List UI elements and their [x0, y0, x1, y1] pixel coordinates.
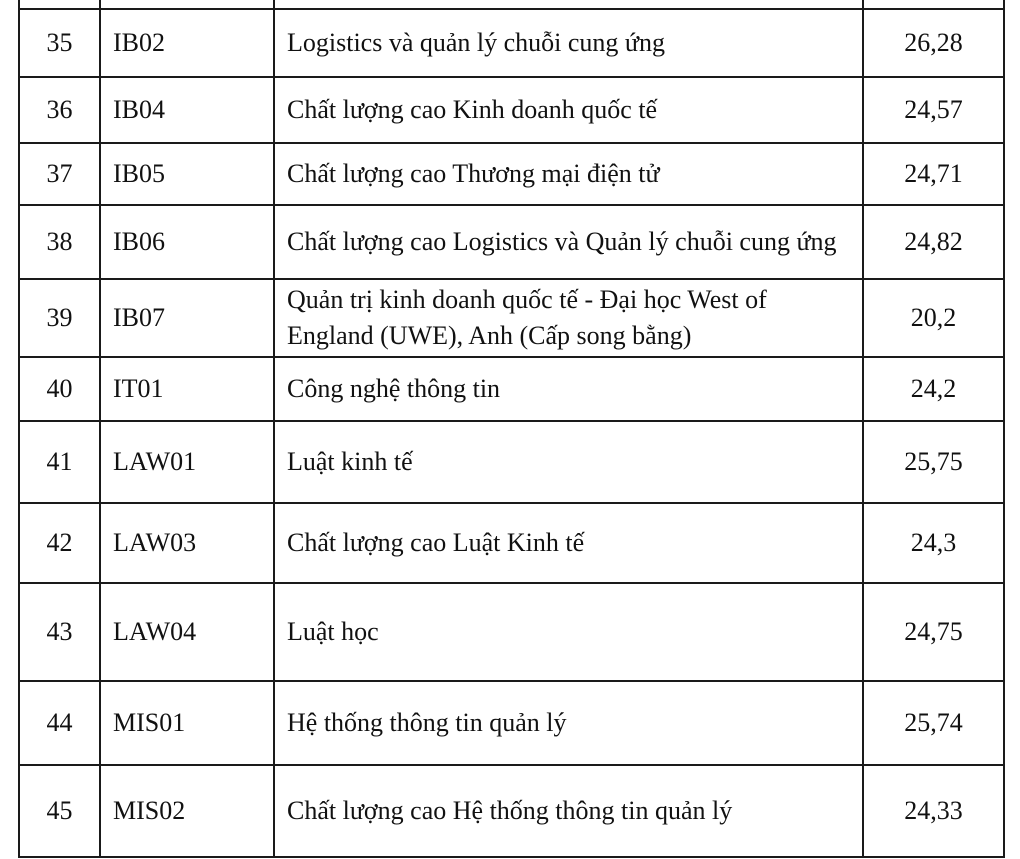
major-name: Chất lượng cao Thương mại điện tử [274, 143, 863, 205]
major-code: IT01 [100, 357, 274, 421]
major-name: Chất lượng cao Luật Kinh tế [274, 503, 863, 583]
row-number: 44 [19, 681, 100, 765]
major-name: Chất lượng cao Hệ thống thông tin quản lý [274, 765, 863, 857]
admission-score-table [18, 0, 1005, 858]
major-name: Quản trị kinh doanh quốc tế - Đại học West of England (UWE), Anh (Cấp song bằng) [274, 279, 863, 357]
cutoff-score: 24,3 [863, 503, 1004, 583]
row-number [19, 0, 100, 9]
cutoff-score: 25,75 [863, 421, 1004, 503]
major-code: IB04 [100, 77, 274, 143]
table-row [19, 77, 1004, 143]
cutoff-score: 26,28 [863, 9, 1004, 77]
table-row [19, 583, 1004, 681]
row-number: 41 [19, 421, 100, 503]
cutoff-score: 24,82 [863, 205, 1004, 279]
major-code: IB05 [100, 143, 274, 205]
table-row [19, 279, 1004, 357]
major-name [274, 0, 863, 9]
table-row [19, 205, 1004, 279]
cutoff-score: 24,33 [863, 765, 1004, 857]
row-number: 42 [19, 503, 100, 583]
table-row [19, 765, 1004, 857]
major-code: IB07 [100, 279, 274, 357]
table-row [19, 9, 1004, 77]
major-name: Luật học [274, 583, 863, 681]
row-number: 43 [19, 583, 100, 681]
cutoff-score: 24,75 [863, 583, 1004, 681]
row-number: 38 [19, 205, 100, 279]
cutoff-score: 24,71 [863, 143, 1004, 205]
table-row [19, 681, 1004, 765]
table-row [19, 421, 1004, 503]
cutoff-score: 24,2 [863, 357, 1004, 421]
cutoff-score [863, 0, 1004, 9]
major-name: Chất lượng cao Logistics và Quản lý chuỗi cung ứng [274, 205, 863, 279]
major-code [100, 0, 274, 9]
table-row [19, 0, 1004, 9]
major-name: Hệ thống thông tin quản lý [274, 681, 863, 765]
major-name: Luật kinh tế [274, 421, 863, 503]
major-code: IB06 [100, 205, 274, 279]
major-code: MIS02 [100, 765, 274, 857]
table-row [19, 143, 1004, 205]
major-name: Công nghệ thông tin [274, 357, 863, 421]
row-number: 39 [19, 279, 100, 357]
row-number: 37 [19, 143, 100, 205]
major-code: LAW03 [100, 503, 274, 583]
major-code: LAW04 [100, 583, 274, 681]
cutoff-score: 20,2 [863, 279, 1004, 357]
row-number: 35 [19, 9, 100, 77]
cutoff-score: 24,57 [863, 77, 1004, 143]
major-code: LAW01 [100, 421, 274, 503]
row-number: 36 [19, 77, 100, 143]
table-row [19, 357, 1004, 421]
major-code: MIS01 [100, 681, 274, 765]
major-code: IB02 [100, 9, 274, 77]
major-name: Logistics và quản lý chuỗi cung ứng [274, 9, 863, 77]
row-number: 45 [19, 765, 100, 857]
table-row [19, 503, 1004, 583]
row-number: 40 [19, 357, 100, 421]
cutoff-score: 25,74 [863, 681, 1004, 765]
major-name: Chất lượng cao Kinh doanh quốc tế [274, 77, 863, 143]
